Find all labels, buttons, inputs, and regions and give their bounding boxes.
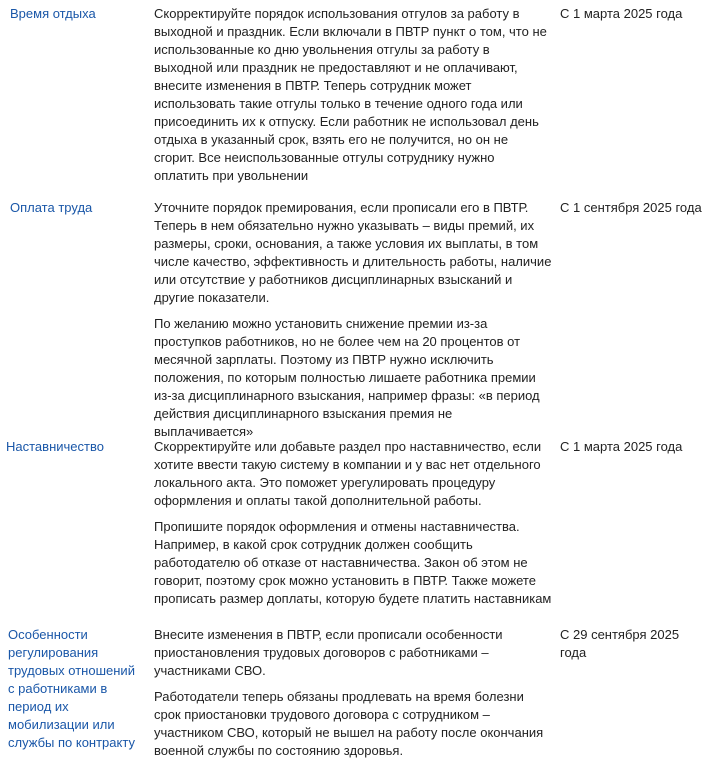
description-paragraph: Уточните порядок премирования, если прописали его в ПВТР. Теперь в нем обязательно нужно указывать – виды премий, их размеры, сроки, основания, а также условия их выплаты, в том числе качество, эффективность и длительность работы, наличие или отсутствие у работников дисциплинарных взысканий и другие показатели. [154,200,552,305]
description-paragraph: Скорректируйте или добавьте раздел про наставничество, если хотите ввести такую систему в компании и у вас нет отдельного локального акта. Это поможет урегулировать процедуру оформления и оплаты такой дополнительной работы. [154,439,542,508]
effective-date: С 1 марта 2025 года [560,6,683,21]
table-row [0,0,710,199]
description-paragraph: Скорректируйте порядок использования отгулов за работу в выходной и праздник. Если включали в ПВТР пункт о том, что не использованные ко дню увольнения отгулы за работу в выходной или праздник не предоставляют и не оплачивают, внесите изменения в ПВТР. Теперь сотрудник может использовать такие отгулы только в течение одного года или присоединить их к отпуску. Если работник не использовал день отдыха в указанный срок, взять его не получится, но он не сгорит. Все неиспользованные отгулы сотруднику нужно оплатить при увольнении [154,6,547,183]
description-paragraph: Работодатели теперь обязаны продлевать на время болезни срок приостановки трудового договора с сотрудником – участником СВО, который не вышел на работу после окончания военной службы по состоянию здоровья. [154,689,544,758]
topic-rest-time: Время отдыха [10,6,96,21]
row-description [154,5,552,199]
description-paragraph: Пропишите порядок оформления и отмены наставничества. Например, в какой срок сотрудник должен сообщить работодателю об отказе от наставничества. Закон об этом не говорит, поэтому срок можно установить в ПВТР. Также можете прописать размер доплаты, которую будете платить наставникам [154,519,552,606]
description-paragraph: По желанию можно установить снижение премии из-за проступков работников, но не более чем на 20 процентов от месячной зарплаты. Поэтому из ПВТР нужно исключить положения, по которым полностью лишаете работника премии из-за дисциплинарного взыскания, например фразы: «в период действия дисциплинарного взыскания премия не выплачивается» [154,316,540,439]
row-description [154,199,552,438]
table-row [0,199,710,438]
topic-svo-workers: Особенности регулирования трудовых отношений с работниками в период их мобилизации или службы по контракту [8,627,135,750]
effective-date: С 29 сентября 2025 года [560,627,680,660]
effective-date: С 1 сентября 2025 года [560,200,702,215]
topic-payment: Оплата труда [10,200,93,215]
topic-mentoring: Наставничество [6,439,104,454]
description-paragraph: Внесите изменения в ПВТР, если прописали особенности приостановления трудовых договоров с работниками – участниками СВО. [154,627,503,678]
effective-date: С 1 марта 2025 года [560,439,683,454]
row-description [154,626,552,770]
table-row [0,626,710,770]
row-description [154,438,552,626]
table-row [0,438,710,626]
